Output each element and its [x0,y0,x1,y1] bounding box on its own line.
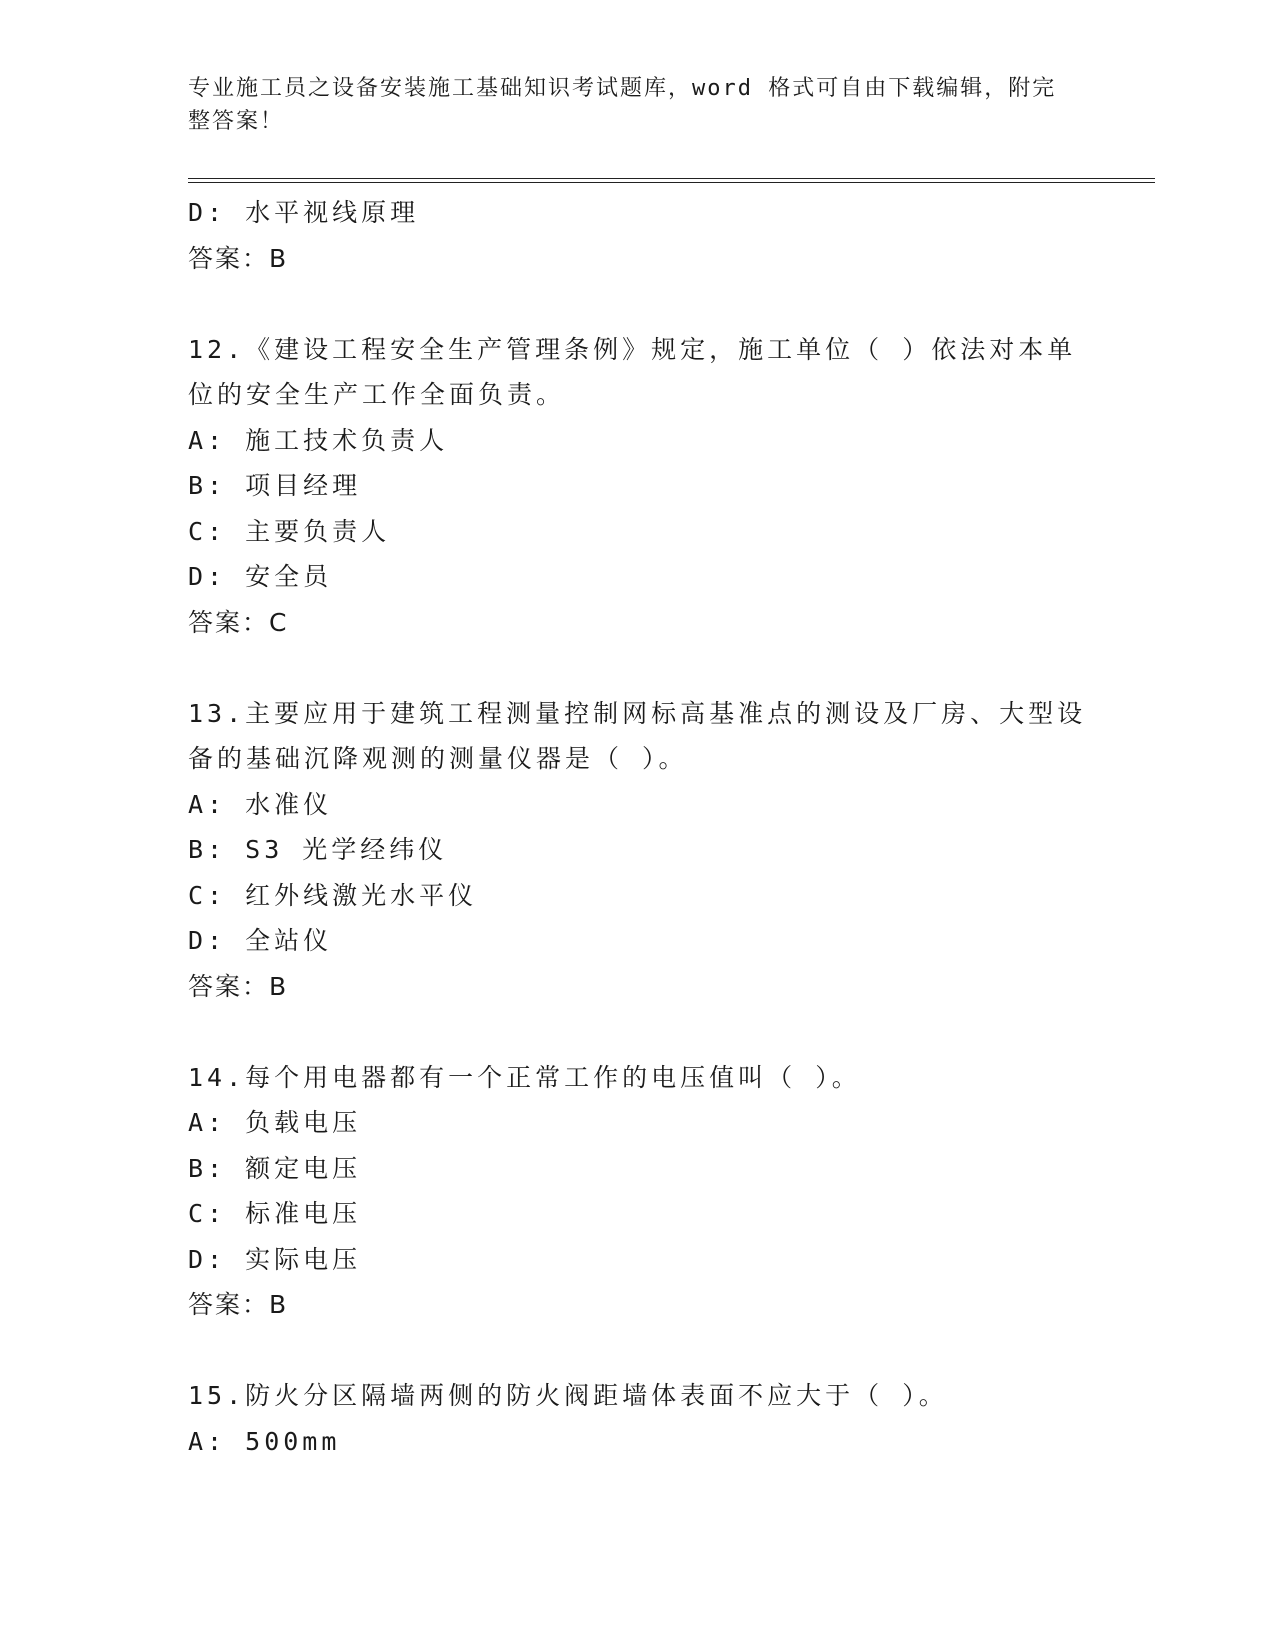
question-stem-line: 12.《建设工程安全生产管理条例》规定，施工单位（ ）依法对本单 [188,334,1077,364]
spacer [188,645,1088,691]
spacer [188,281,1088,327]
question-13 [188,691,1088,1010]
option-c: C: 红外线激光水平仪 [188,880,478,910]
option-a: A: 500mm [188,1426,341,1456]
question-stem-line: 位的安全生产工作全面负责。 [188,380,566,409]
option-d: D: 水平视线原理 [188,198,420,227]
document-header [188,72,1068,138]
option-c: C: 主要负责人 [188,516,391,546]
question-12 [188,327,1088,646]
answer-label: 答案：C [188,607,289,637]
previous-question-tail [188,190,1088,281]
header-rule-top [188,178,1155,179]
question-stem-line: 13.主要应用于建筑工程测量控制网标高基准点的测设及厂房、大型设 [188,698,1087,728]
option-a: A: 水准仪 [188,789,333,819]
option-d: D: 全站仪 [188,926,333,955]
spacer [188,1009,1088,1055]
option-b: B: S3 光学经纬仪 [188,835,448,864]
question-stem-line: 14.每个用电器都有一个正常工作的电压值叫（ ）。 [188,1062,861,1092]
header-rule-bottom [188,182,1155,183]
header-line-2: 整答案！ [188,109,285,134]
answer-label: 答案：B [188,1290,289,1319]
spacer [188,1328,1088,1374]
option-d: D: 实际电压 [188,1244,362,1274]
option-c: C: 标准电压 [188,1199,362,1228]
option-d: D: 安全员 [188,562,333,591]
question-15 [188,1373,1088,1464]
option-a: A: 负载电压 [188,1108,362,1137]
option-b: B: 额定电压 [188,1153,362,1183]
question-list [188,190,1088,1464]
answer-label: 答案：B [188,243,289,273]
question-stem-line: 15.防火分区隔墙两侧的防火阀距墙体表面不应大于（ ）。 [188,1381,948,1410]
header-line-1: 专业施工员之设备安装施工基础知识考试题库，word 格式可自由下载编辑，附完 [188,76,1057,101]
question-14 [188,1055,1088,1328]
answer-label: 答案：B [188,971,289,1001]
question-stem-line: 备的基础沉降观测的测量仪器是（ ）。 [188,744,688,773]
option-b: B: 项目经理 [188,471,362,500]
option-a: A: 施工技术负责人 [188,425,449,455]
